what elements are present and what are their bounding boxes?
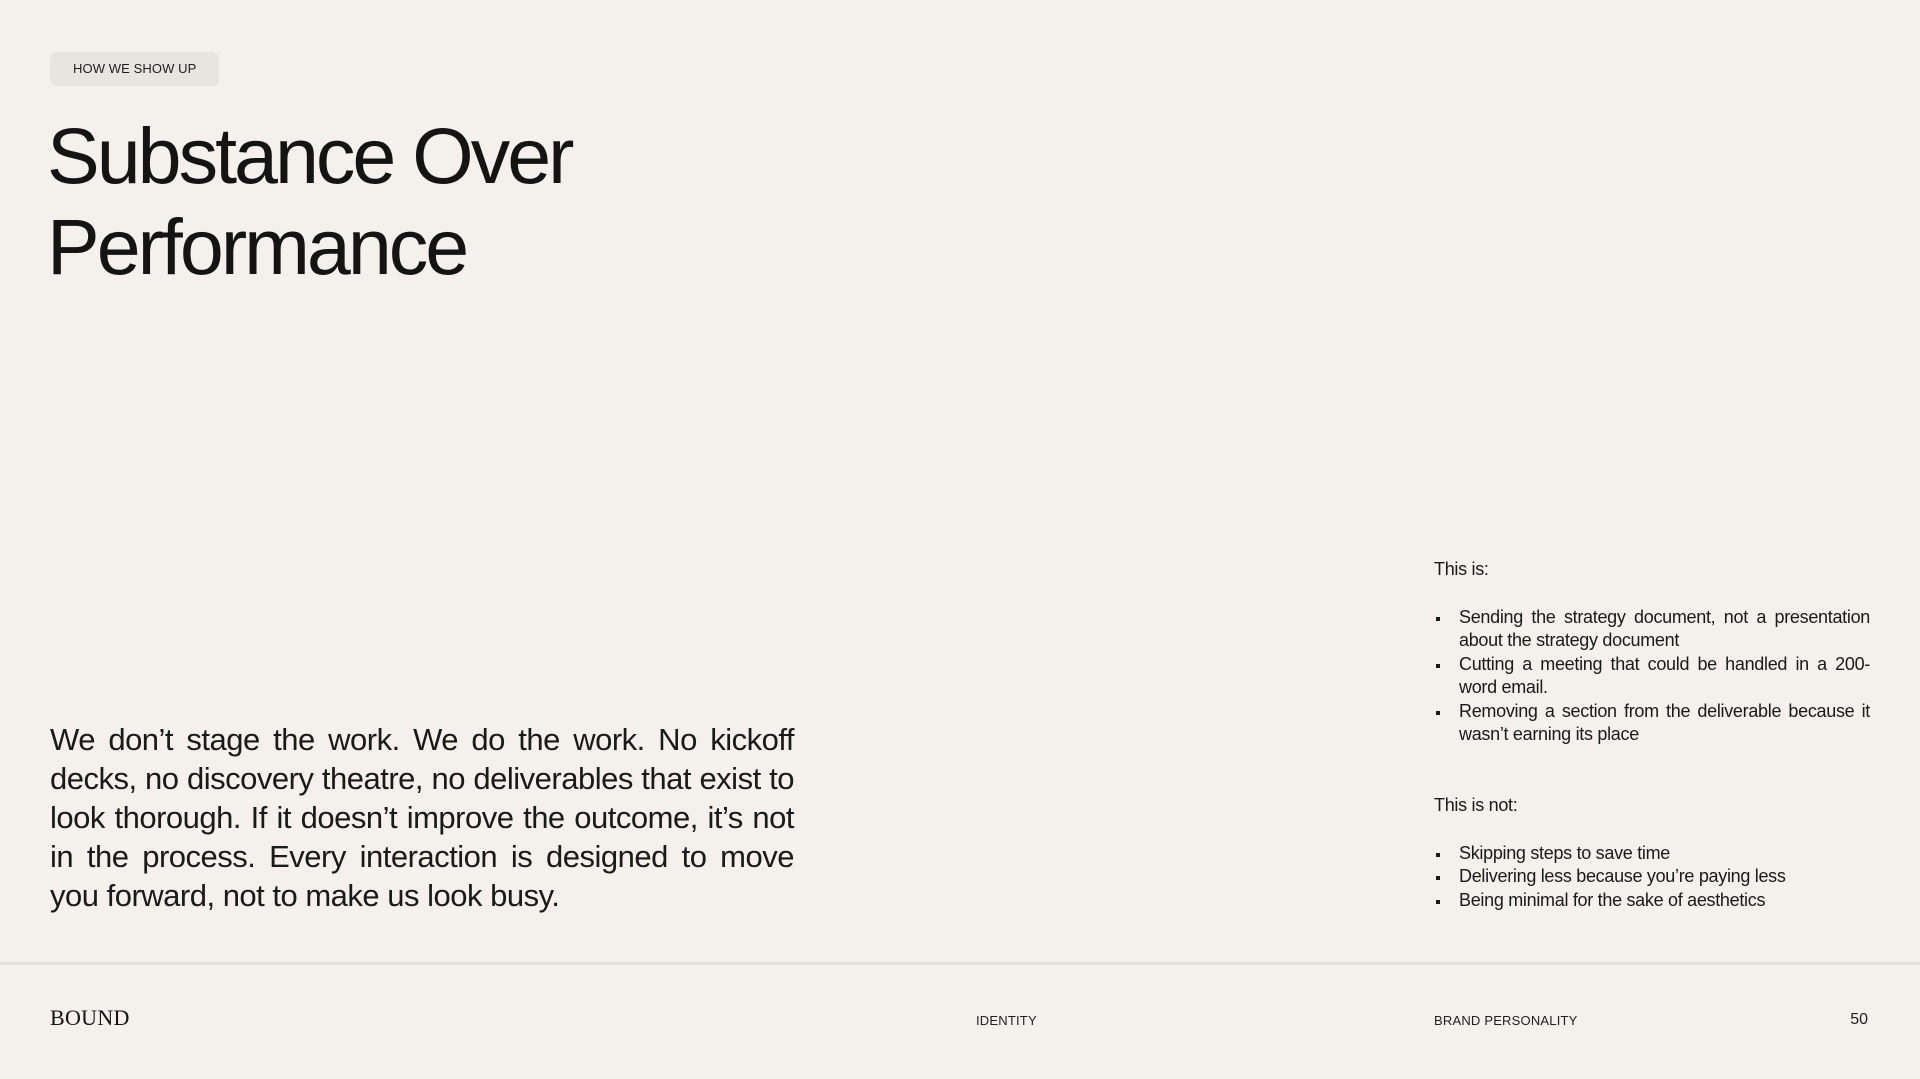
- section-tag: HOW WE SHOW UP: [50, 52, 219, 86]
- this-is-not-item: Delivering less because you’re paying less: [1434, 865, 1870, 889]
- footer-chapter-label: BRAND PERSONALITY: [1434, 1013, 1578, 1028]
- page-title-line-2: Performance: [47, 202, 467, 291]
- page-title-line-1: Substance Over: [47, 111, 572, 200]
- this-is-not-list: [1434, 842, 1870, 913]
- this-is-heading: This is:: [1434, 559, 1489, 579]
- brand-logo: BOUND: [50, 1005, 130, 1030]
- this-is-not-item: Being minimal for the sake of aesthetics: [1434, 889, 1870, 913]
- footer-divider: [0, 962, 1920, 965]
- page-number: 50: [1850, 1011, 1868, 1028]
- intro-paragraph: We don’t stage the work. We do the work. No kickoff decks, no discovery theatre, no deliverables that exist to look thorough. If it doesn’t improve the outcome, it’s not in the process. Every interaction is designed to move you forward, not to make us look busy.: [50, 722, 794, 913]
- this-is-not-section: [1434, 794, 1870, 912]
- page-title: [47, 110, 571, 292]
- this-is-section: [1434, 558, 1870, 747]
- this-is-item: Sending the strategy document, not a presentation about the strategy document: [1434, 606, 1870, 653]
- this-is-item: Cutting a meeting that could be handled in a 200-word email.: [1434, 653, 1870, 700]
- this-is-list: [1434, 606, 1870, 747]
- this-is-item: Removing a section from the deliverable because it wasn’t earning its place: [1434, 700, 1870, 747]
- this-is-not-item: Skipping steps to save time: [1434, 842, 1870, 866]
- footer-section-label: IDENTITY: [976, 1013, 1037, 1028]
- this-is-not-heading: This is not:: [1434, 795, 1518, 815]
